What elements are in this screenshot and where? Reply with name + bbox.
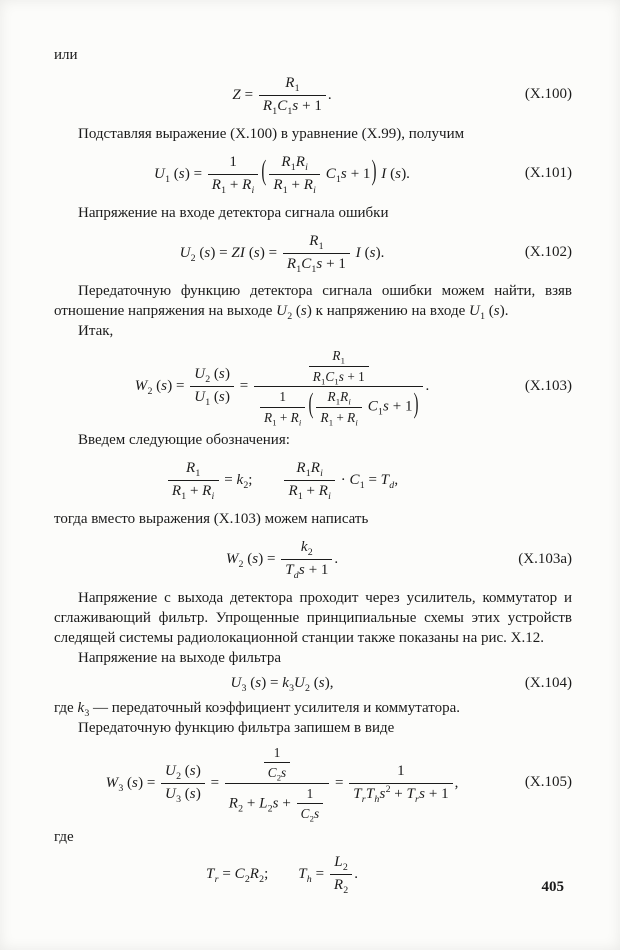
paragraph-where-k3: где $k_3$ — передаточный коэффициент усилителя и коммутатора.: [54, 699, 460, 719]
paragraph-filter-transfer: Передаточную функцию фильтра запишем в виде: [78, 719, 395, 736]
formula-x105: $W_3$ (s) = $\frac{U_2 (s)}{U_3 (s)}$ = $\frac{1}{C_2s}$ $R_2 + L_2s$ + $\frac{1}{C_2s}$ = 1 $T_rT_hs^2 + T_rs + 1$ ,: [105, 744, 459, 824]
equation-notation: [54, 451, 572, 510]
paragraph-detector-input: Напряжение на входе детектора сигнала ошибки: [78, 204, 389, 221]
equation-number-x101: (X.101): [524, 165, 572, 182]
equation-x103a: [54, 530, 572, 589]
paragraph-filter-output: Напряжение на выходе фильтра: [78, 649, 282, 666]
paragraph-so: Итак,: [78, 323, 114, 340]
formula-x103: $W_2$ (s) = $\frac{U_2 (s)}{U_1 (s)}$ = $\frac{R_1}{R_1C_1s + 1}$ $\frac{1}{R_1 + R_i}$ ( $\frac{R_1R_i}{R_1 + R_i}$ $C_1s + 1$) .: [134, 348, 430, 428]
equation-x102: [54, 224, 572, 283]
paragraph-transfer-find: Передаточную функцию детектора сигнала ошибки можем найти, взяв отношение напряжения на выходе $U_2$ (s) к напряжению на входе $U_1$ (s).: [54, 283, 572, 323]
equation-time-constants: [54, 848, 572, 901]
equation-number-x103a: (X.103а): [518, 550, 572, 567]
equation-number-x102: (X.102): [524, 244, 572, 261]
paragraph-then-instead: тогда вместо выражения (X.103) можем написать: [54, 511, 369, 528]
paragraph-substituting: Подставляя выражение (X.100) в уравнение (X.99), получим: [78, 125, 465, 142]
equation-x105: [54, 739, 572, 828]
equation-number-x105: (X.105): [524, 774, 572, 791]
formula-x104: $U_3$ $(s) = k_3U_2$ (s),: [230, 674, 334, 694]
equation-x103: [54, 342, 572, 431]
paragraph-where: где: [54, 828, 74, 845]
formula-x102: $U_2$ (s) = ZI (s) = $\frac{R_1}{R_1C_1s + 1}$ I (s).: [179, 232, 385, 275]
formula-notation: $\frac{R_1}{R_1 + R_i}$ = $k_2$; $\frac{R_1R_i}{R_1 + R_i}$ · $C_1 = T_d$,: [166, 459, 398, 502]
formula-x101: $U_1$ (s) = $\frac{1}{R_1 + R_i}$ ( $\frac{R_1R_i}{R_1 + R_i}$ $C_1s + 1$) I (s).: [154, 153, 410, 196]
formula-x100: Z = $\frac{R_1}{R_1C_1s + 1}$ .: [232, 74, 332, 117]
equation-number-x104: (X.104): [524, 674, 572, 691]
formula-time-constants: $T_r = C_2R_2$; $T_h$ = $\frac{L_2}{R_2}$ .: [206, 853, 358, 896]
equation-number-x100: (X.100): [524, 86, 572, 103]
formula-x103a: $W_2$ (s) = $k_2$ $T_ds + 1$ .: [225, 539, 339, 582]
equation-x101: [54, 145, 572, 204]
equation-x104: [54, 669, 572, 699]
equation-x100: [54, 66, 572, 125]
paragraph-or: или: [54, 47, 78, 63]
page-number: 405: [541, 879, 564, 896]
equation-number-x103: (X.103): [524, 377, 572, 394]
paragraph-detector-output-path: Напряжение с выхода детектора проходит через усилитель, коммутатор и сглаживающий фильтр. Упрощенные принципиальные схемы этих устройств следящей системы радиолокационной станции также показаны на рис. X.12.: [54, 590, 572, 646]
paragraph-introduce: Введем следующие обозначения:: [78, 432, 290, 449]
